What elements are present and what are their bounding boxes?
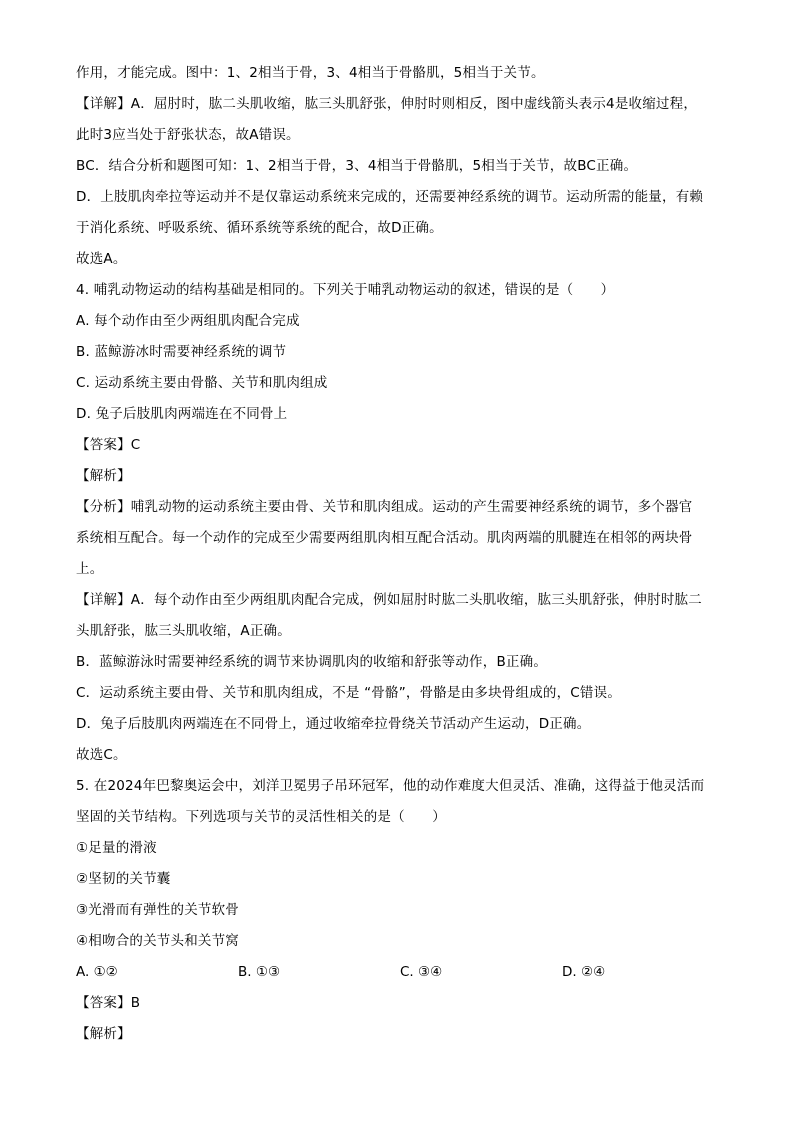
text-line: 上。 xyxy=(76,561,104,577)
question-5-option-a: A. ①② xyxy=(76,964,118,980)
analysis-label: 【解析】 xyxy=(76,468,131,484)
question-4-option-d: D. 兔子后肢肌肉两端连在不同骨上 xyxy=(76,406,288,422)
question-5-stem-cont: 坚固的关节结构。下列选项与关节的灵活性相关的是（ ） xyxy=(76,809,446,825)
question-5-item-3: ③光滑而有弹性的关节软骨 xyxy=(76,902,240,918)
question-5-item-4: ④相吻合的关节头和关节窝 xyxy=(76,933,240,949)
text-line: 【分析】哺乳动物的运动系统主要由骨、关节和肌肉组成。运动的产生需要神经系统的调节，多个器官 xyxy=(76,499,693,515)
text-line: 作用，才能完成。图中：1、2相当于骨，3、4相当于骨骼肌，5相当于关节。 xyxy=(76,65,545,81)
text-line: 【详解】A．屈肘时，肱二头肌收缩，肱三头肌舒张，伸肘时则相反，图中虚线箭头表示4是收缩过程， xyxy=(76,96,698,112)
text-line: 于消化系统、呼吸系统、循环系统等系统的配合，故D正确。 xyxy=(76,220,443,236)
text-line: D．兔子后肢肌肉两端连在不同骨上，通过收缩牵拉骨绕关节活动产生运动，D正确。 xyxy=(76,716,591,732)
text-line: D．上肢肌肉牵拉等运动并不是仅靠运动系统来完成的，还需要神经系统的调节。运动所需的能量，有赖 xyxy=(76,189,704,205)
text-line: 头肌舒张，肱三头肌收缩，A正确。 xyxy=(76,623,291,639)
text-line: C．运动系统主要由骨、关节和肌肉组成，不是 “骨骼”，骨骼是由多块骨组成的，C错误。 xyxy=(76,685,622,701)
answer-choice-line: 故选C。 xyxy=(76,747,127,763)
question-4-stem: 4. 哺乳动物运动的结构基础是相同的。下列关于哺乳动物运动的叙述，错误的是（ ） xyxy=(76,282,615,298)
text-line: 【详解】A．每个动作由至少两组肌肉配合完成，例如屈肘时肱二头肌收缩，肱三头肌舒张，伸肘时肱二 xyxy=(76,592,702,608)
question-5-stem: 5. 在2024年巴黎奥运会中，刘洋卫冕男子吊环冠军，他的动作难度大但灵活、准确，这得益于他灵活而 xyxy=(76,778,705,794)
question-5-item-1: ①足量的滑液 xyxy=(76,840,157,856)
question-5-option-d: D. ②④ xyxy=(562,964,606,980)
question-4-option-a: A. 每个动作由至少两组肌肉配合完成 xyxy=(76,313,300,329)
question-5-option-b: B. ①③ xyxy=(238,964,281,980)
text-line: B．蓝鲸游泳时需要神经系统的调节来协调肌肉的收缩和舒张等动作，B正确。 xyxy=(76,654,548,670)
question-4-option-c: C. 运动系统主要由骨骼、关节和肌肉组成 xyxy=(76,375,328,391)
document-page xyxy=(76,58,726,1050)
analysis-label: 【解析】 xyxy=(76,1026,131,1042)
question-5-option-c: C. ③④ xyxy=(400,964,443,980)
question-4-option-b: B. 蓝鲸游冰时需要神经系统的调节 xyxy=(76,344,287,360)
answer-label: 【答案】B xyxy=(76,995,141,1011)
question-5-options xyxy=(76,957,726,988)
text-line: BC．结合分析和题图可知：1、2相当于骨，3、4相当于骨骼肌，5相当于关节，故BC正确。 xyxy=(76,158,638,174)
answer-label: 【答案】C xyxy=(76,437,141,453)
question-5-item-2: ②坚韧的关节囊 xyxy=(76,871,171,887)
answer-choice-line: 故选A。 xyxy=(76,251,127,267)
text-line: 此时3应当处于舒张状态，故A错误。 xyxy=(76,127,300,143)
text-line: 系统相互配合。每一个动作的完成至少需要两组肌肉相互配合活动。肌肉两端的肌腱连在相邻的两块骨 xyxy=(76,530,693,546)
